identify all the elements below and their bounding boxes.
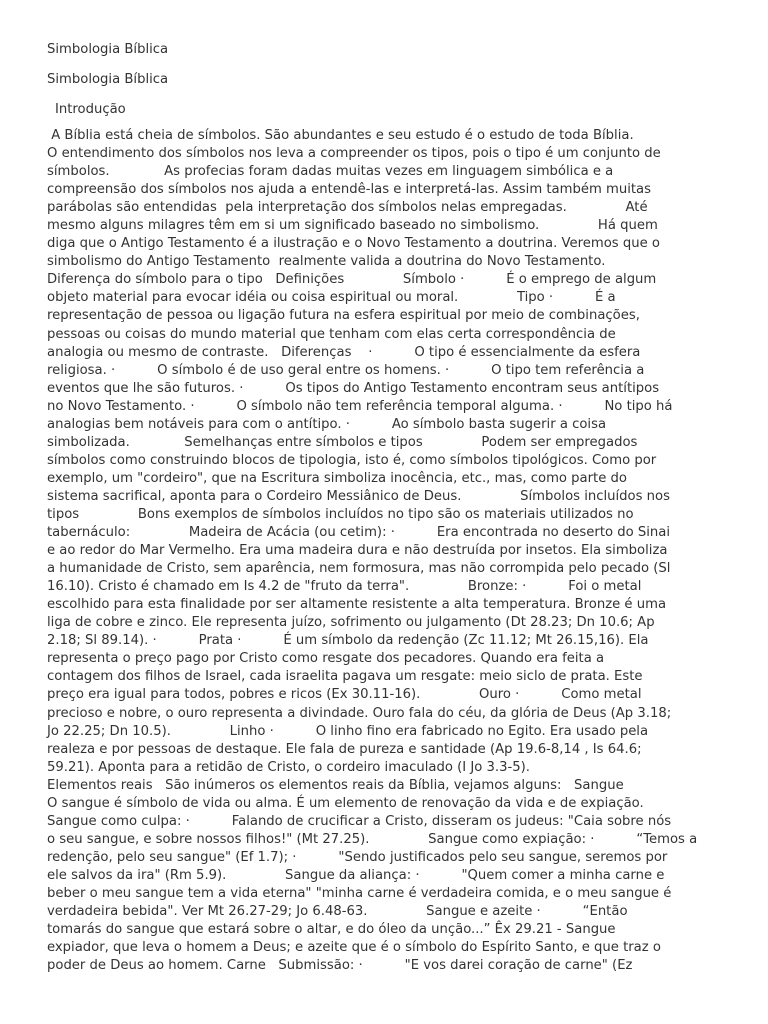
text-line: no Novo Testamento. · O símbolo não tem referência temporal alguma. · No tipo há bbox=[47, 398, 673, 414]
text-line: verdadeira bebida". Ver Mt 26.27-29; Jo 6.48-63. Sangue e azeite · “Então bbox=[47, 904, 628, 920]
text-line: analogias bem notáveis para com o antítipo. · Ao símbolo basta sugerir a coisa bbox=[47, 416, 607, 432]
text-line: analogia ou mesmo de contraste. Diferenças · O tipo é essencialmente da esfera bbox=[47, 344, 641, 360]
text-line: e ao redor do Mar Vermelho. Era uma madeira dura e não destruída por insetos. Ela simboliza bbox=[47, 543, 668, 559]
text-line: Jo 22.25; Dn 10.5). Linho · O linho fino era fabricado no Egito. Era usado pela bbox=[47, 723, 649, 739]
text-line: O entendimento dos símbolos nos leva a compreender os tipos, pois o tipo é um conjunto de bbox=[47, 146, 661, 162]
text-line: simbolismo do Antigo Testamento realmente valida a doutrina do Novo Testamento. bbox=[47, 254, 606, 270]
text-line: liga de cobre e zinco. Ele representa juízo, sofrimento ou julgamento (Dt 28.23; Dn 10.6; Ap bbox=[47, 615, 655, 631]
text-line: expiador, que leva o homem a Deus; e azeite que é o símbolo do Espírito Santo, e que traz o bbox=[47, 940, 661, 956]
text-line: mesmo alguns milagres têm em si um significado baseado no simbolismo. Há quem bbox=[47, 218, 658, 234]
text-line: religiosa. · O símbolo é de uso geral entre os homens. · O tipo tem referência a bbox=[47, 362, 645, 378]
text-line: parábolas são entendidas pela interpretação dos símbolos nelas empregadas. Até bbox=[47, 200, 648, 216]
text-line: sistema sacrifical, aponta para o Cordeiro Messiânico de Deus. Símbolos incluídos nos bbox=[47, 488, 670, 504]
text-line: representação de pessoa ou ligação futura na esfera espiritual por meio de combinações, bbox=[47, 308, 640, 324]
text-line: redenção, pelo seu sangue" (Ef 1.7); · "Sendo justificados pelo seu sangue, seremos por bbox=[47, 849, 668, 865]
text-line: tabernáculo: Madeira de Acácia (ou cetim): · Era encontrada no deserto do Sinai bbox=[47, 525, 671, 541]
text-line: Diferença do símbolo para o tipo Definições Símbolo · É o emprego de algum bbox=[47, 272, 657, 288]
text-line: tomarás do sangue que estará sobre o altar, e do óleo da unção...” Êx 29.21 - Sangue bbox=[47, 922, 616, 938]
text-line: A Bíblia está cheia de símbolos. São abundantes e seu estudo é o estudo de toda Bíblia. bbox=[47, 128, 634, 143]
text-line: simbolizada. Semelhanças entre símbolos e tipos Podem ser empregados bbox=[47, 434, 638, 450]
text-line: 2.18; Sl 89.14). · Prata · É um símbolo da redenção (Zc 11.12; Mt 26.15,16). Ela bbox=[47, 633, 649, 649]
document-page bbox=[47, 41, 727, 975]
text-line: realeza e por pessoas de destaque. Ele fala de pureza e santidade (Ap 19.6-8,14 , Is 64.6; bbox=[47, 741, 642, 757]
body-text bbox=[47, 127, 727, 975]
text-line: pessoas ou coisas do mundo material que tenham com elas certa correspondência de bbox=[47, 326, 616, 342]
text-line: poder de Deus ao homem. Carne Submissão: · "E vos darei coração de carne" (Ez bbox=[47, 958, 633, 974]
text-line: ele salvos da ira" (Rm 5.9). Sangue da aliança: · "Quem comer a minha carne e bbox=[47, 867, 665, 883]
text-line: diga que o Antigo Testamento é a ilustração e o Novo Testamento a doutrina. Veremos que o bbox=[47, 236, 660, 252]
text-line: precioso e nobre, o ouro representa a divindade. Ouro fala do céu, da glória de Deus (Ap 3.18; bbox=[47, 705, 672, 721]
text-line: contagem dos filhos de Israel, cada israelita pagava um resgate: meio siclo de prata. Este bbox=[47, 669, 643, 685]
text-line: objeto material para evocar idéia ou coisa espiritual ou moral. Tipo · É a bbox=[47, 290, 616, 306]
document-title: Simbologia Bíblica bbox=[47, 42, 169, 57]
text-line: 59.21). Aponta para a retidão de Cristo, o cordeiro imaculado (I Jo 3.3-5). bbox=[47, 759, 530, 775]
document-subtitle: Simbologia Bíblica bbox=[47, 72, 169, 87]
text-line: eventos que lhe são futuros. · Os tipos do Antigo Testamento encontram seus antítipos bbox=[47, 380, 660, 396]
text-line: compreensão dos símbolos nos ajuda a entendê-las e interpretá-las. Assim também muitas bbox=[47, 182, 651, 198]
text-line: 16.10). Cristo é chamado em Is 4.2 de "fruto da terra". Bronze: · Foi o metal bbox=[47, 579, 642, 595]
text-line: exemplo, um "cordeiro", que na Escritura simboliza inocência, etc., mas, como parte do bbox=[47, 470, 627, 486]
section-heading: Introdução bbox=[55, 102, 126, 117]
text-line: Sangue como culpa: · Falando de crucificar a Cristo, disseram os judeus: "Caia sobre nós bbox=[47, 813, 672, 829]
text-line: preço era igual para todos, pobres e ricos (Ex 30.11-16). Ouro · Como metal bbox=[47, 687, 642, 703]
text-line: símbolos. As profecias foram dadas muitas vezes em linguagem simbólica e a bbox=[47, 164, 614, 180]
text-line: O sangue é símbolo de vida ou alma. É um elemento de renovação da vida e de expiação. bbox=[47, 795, 644, 811]
text-line: o seu sangue, e sobre nossos filhos!" (Mt 27.25). Sangue como expiação: · “Temos a bbox=[47, 831, 698, 847]
text-line: beber o meu sangue tem a vida eterna" "minha carne é verdadeira comida, e o meu sangue é bbox=[47, 885, 672, 901]
text-line: representa o preço pago por Cristo como resgate dos pecadores. Quando era feita a bbox=[47, 651, 605, 667]
text-line: símbolos como construindo blocos de tipologia, isto é, como símbolos tipológicos. Como por bbox=[47, 452, 657, 468]
text-line: Elementos reais São inúmeros os elementos reais da Bíblia, vejamos alguns: Sangue bbox=[47, 777, 624, 793]
text-line: a humanidade de Cristo, sem aparência, nem formosura, mas não corrompida pelo pecado (Sl bbox=[47, 561, 671, 577]
text-line: tipos Bons exemplos de símbolos incluídos no tipo são os materiais utilizados no bbox=[47, 506, 634, 522]
text-line: escolhido para esta finalidade por ser altamente resistente a alta temperatura. Bronze é uma bbox=[47, 597, 667, 613]
